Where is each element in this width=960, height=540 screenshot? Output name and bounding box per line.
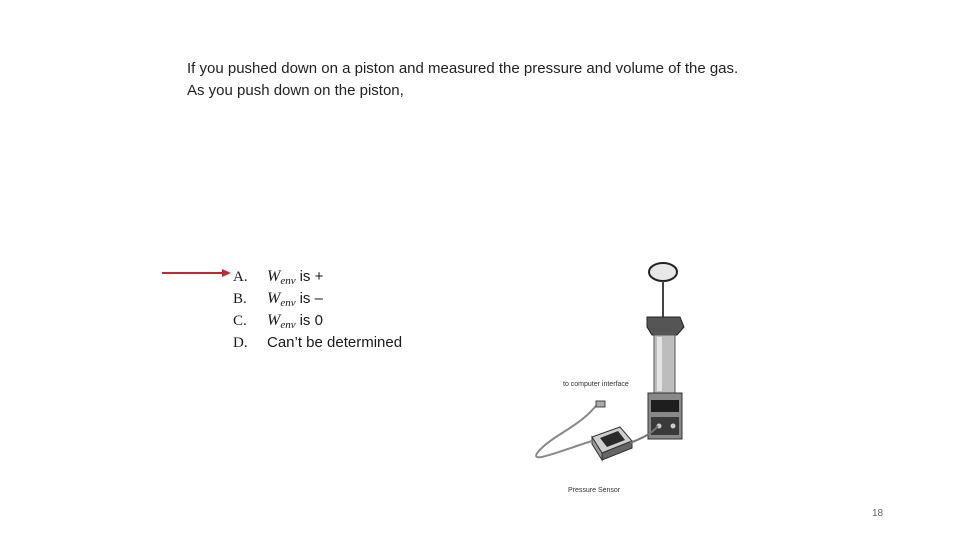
- choice-text: Can’t be determined: [267, 334, 403, 351]
- choice-subscript: env: [280, 275, 296, 287]
- question-line-1: If you pushed down on a piston and measured the pressure and volume of the gas.: [187, 60, 739, 77]
- piston-apparatus-figure: [530, 255, 720, 500]
- choice-symbol: W: [267, 312, 281, 329]
- choice-letter: D.: [233, 335, 248, 351]
- choice-text: is –: [299, 290, 323, 307]
- choice-text: is +: [299, 268, 324, 285]
- question-line-2: As you push down on the piston,: [187, 82, 404, 99]
- choice-letter: C.: [233, 313, 247, 329]
- choice-subscript: env: [280, 297, 296, 309]
- choice-c[interactable]: [233, 310, 402, 332]
- choice-text: is 0: [299, 312, 323, 329]
- answer-choices: [233, 266, 402, 354]
- choice-letter: B.: [233, 291, 247, 307]
- answer-arrow-icon: [162, 266, 232, 280]
- choice-a[interactable]: [233, 266, 402, 288]
- interface-label: to computer interface: [563, 381, 629, 388]
- interface-cable: [536, 402, 600, 457]
- choice-d[interactable]: [233, 332, 402, 354]
- sensor-label: Pressure Sensor: [568, 487, 621, 494]
- cylinder-cap: [647, 317, 684, 335]
- question-text: [187, 58, 827, 102]
- page-number: 18: [872, 508, 884, 519]
- piston-knob: [649, 263, 677, 281]
- choice-symbol: W: [267, 268, 281, 285]
- choice-b[interactable]: [233, 288, 402, 310]
- choice-subscript: env: [280, 319, 296, 331]
- choice-letter: A.: [233, 269, 248, 285]
- choice-symbol: W: [267, 290, 281, 307]
